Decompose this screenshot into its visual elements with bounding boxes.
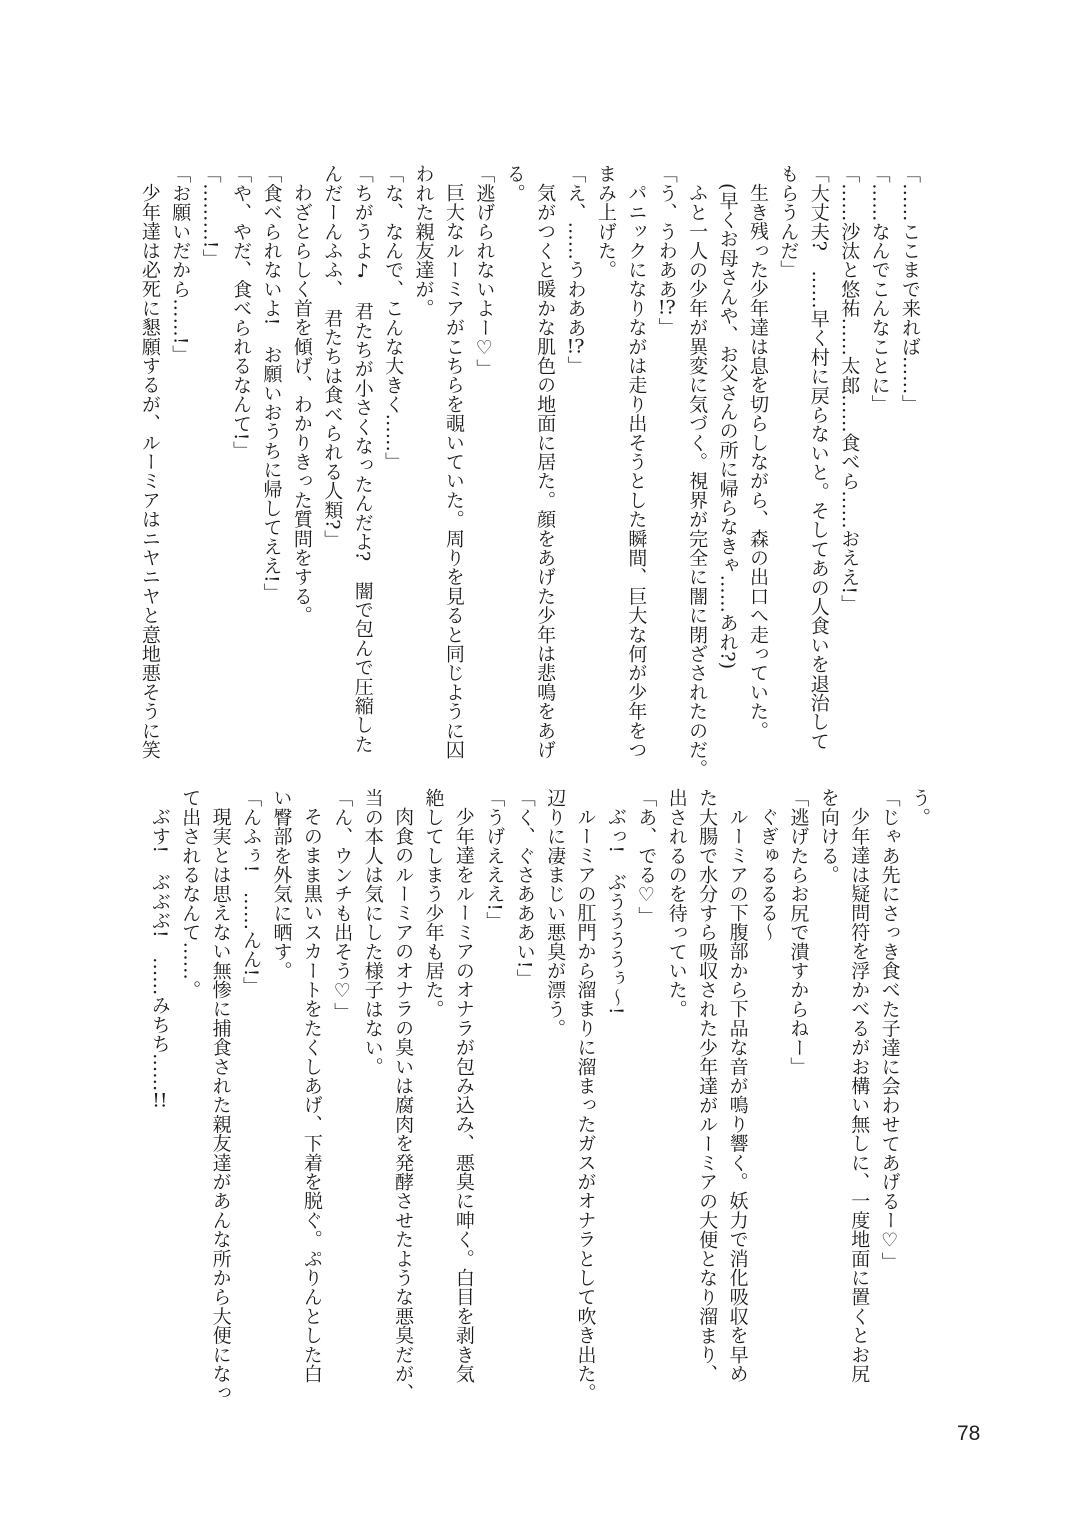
text-line: 気がつくと暖かな肌色の地面に居た。顔をあげた少年は悲鳴をあげ [534, 183, 557, 759]
text-line: もらうんだ」 [777, 164, 800, 280]
text-line: 「大丈夫? ……早く村に戻らないと。そしてあの人食いを退治して [807, 164, 830, 751]
text-line: 「……沙汰と悠祐……太郎……食べら……おええ!」 [838, 164, 861, 614]
text-line: (早くお母さんや、お父さんの所に帰らなきゃ……あれ?) [716, 183, 739, 670]
text-line: 「逃げられないよー♡」 [473, 164, 496, 379]
text-line: 「う、うわああ!?」 [655, 164, 678, 337]
text-line: 「んふぅ! ……んん!」 [240, 788, 263, 996]
text-line: われた親友達が。 [412, 164, 435, 318]
text-line: ルーミアの下腹部から下品な音が鳴り響く。妖力で消化吸収を早め [726, 807, 749, 1383]
text-line: まみ上げた。 [594, 164, 617, 280]
text-line: 「く、ぐさあああい!」 [513, 788, 536, 988]
text-line: 「や、やだ、食べられるなんて!」 [230, 164, 253, 460]
text-line: 「ん、ウンチも出そう♡」 [331, 788, 354, 1022]
text-line: 当の本人は気にした様子はない。 [361, 788, 384, 1076]
text-line: わざとらしく首を傾げ、わかりきった質問をする。 [290, 183, 313, 625]
text-line: 「お願いだから……!」 [169, 164, 192, 364]
text-line: ぶっ! ぶううううぅ〜! [604, 807, 627, 1015]
text-line: を向ける。 [817, 788, 840, 884]
page-number: 78 [957, 1422, 981, 1445]
text-line: た大腸で水分すら吸収された少年達がルーミアの大便となり溜まり、 [696, 788, 719, 1384]
text-line: ぐぎゅるるる〜 [756, 807, 779, 942]
text-line: 「うげえええ!」 [483, 788, 506, 931]
text-line: て出されるなんて……。 [179, 788, 202, 1000]
text-line: 巨大なルーミアがこちらを覗いていた。周りを見ると同じように囚 [442, 183, 465, 759]
text-block-bottom [144, 788, 935, 1410]
text-line: 出されるのを待っていた。 [665, 788, 688, 1019]
text-line: 「え、……うわああ!?」 [564, 164, 587, 376]
text-line: 絶してしまう少年も居た。 [422, 788, 445, 1019]
text-line: 「食べられないよ! お願いおうちに帰してええ!」 [260, 164, 283, 603]
text-line: 「あ、でる♡」 [635, 788, 658, 926]
text-line: 少年達をルーミアのオナラが包み込み、悪臭に呻く。白目を剥き気 [452, 807, 475, 1383]
text-line: い臀部を外気に晒す。 [270, 788, 293, 980]
text-line: 少年達は疑問符を浮かべるがお構い無しに、一度地面に置くとお尻 [848, 807, 871, 1383]
text-line: ルーミアの肛門から溜まりに溜まったガスがオナラとして吹き出た。 [574, 807, 597, 1403]
text-line: んだーんふふ、 君たちは食べられる人類?」 [321, 164, 344, 549]
text-line: ぶす! ぶぶぶ! ……みちち……!! [148, 807, 171, 1111]
text-line: 「ちがうよ♪ 君たちが小さくなったんだよ? 闇で包んで圧縮した [351, 164, 374, 754]
text-block-top [134, 164, 925, 780]
text-line: 現実とは思えない無惨に捕食された親友達があんな所から大便になっ [209, 807, 232, 1403]
text-line: そのまま黒いスカートをたくしあげ、下着を脱ぐ。ぷりんとした白 [300, 807, 323, 1383]
text-line: る。 [503, 164, 526, 203]
text-line: 辺りに凄まじい悪臭が漂う。 [544, 788, 567, 1038]
text-line: 「……ここまで来れば……」 [899, 164, 921, 414]
text-line: う。 [909, 788, 931, 827]
text-line: 「じゃあ先にさっき食べた子達に会わせてあげるー♡」 [878, 788, 901, 1271]
text-line: 少年達は必死に懇願するが、ルーミアはニヤニヤと意地悪そうに笑 [138, 183, 161, 759]
text-line: 肉食のルーミアのオナラの臭いは腐肉を発酵させたような悪臭だが、 [392, 807, 415, 1403]
text-line: パニックになりながは走り出そうとした瞬間、巨大な何が少年をつ [625, 183, 648, 759]
text-line: 「な、なんで、こんな大きく……」 [382, 164, 405, 472]
text-line: 「逃げたらお尻で潰すからねー」 [787, 788, 810, 1076]
text-line: 「……なんでこんなことに」 [868, 164, 891, 414]
text-line: ふと一人の少年が異変に気づく。視界が完全に闇に閉ざされたのだ。 [686, 183, 709, 779]
text-line: 生き残った少年達は息を切らしながら、森の出口へ走っていた。 [746, 183, 769, 740]
text-line: 「………!」 [199, 164, 222, 268]
